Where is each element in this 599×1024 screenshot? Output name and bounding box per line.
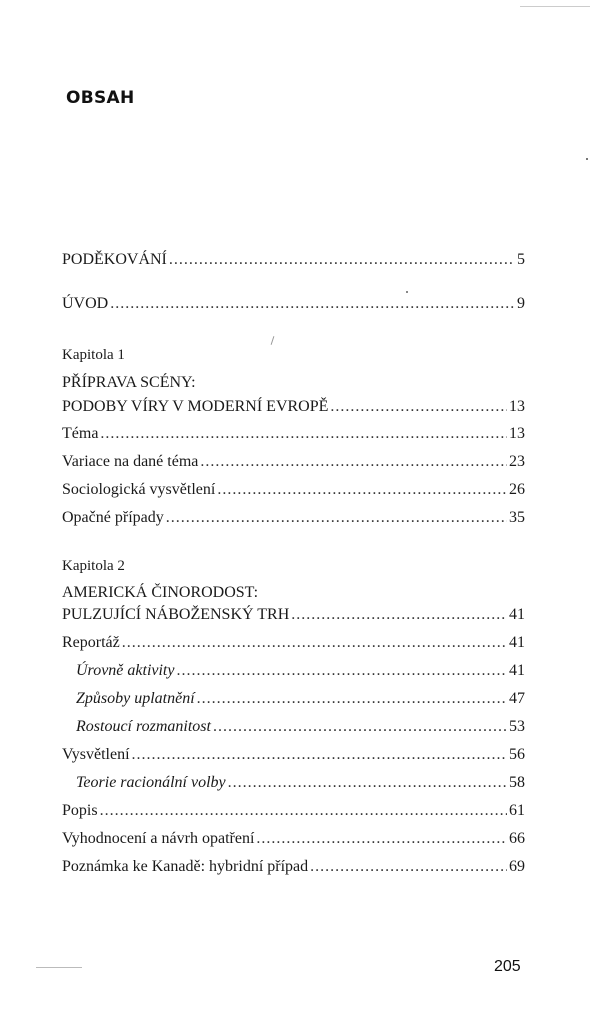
entry-page: 23: [509, 453, 525, 470]
entry-page: 69: [509, 858, 525, 875]
toc-entry: [62, 480, 525, 500]
leader-dots: [176, 661, 507, 681]
entry-title: Reportáž: [62, 634, 120, 651]
entry-title: Způsoby uplatnění: [76, 690, 195, 707]
leader-dots: [169, 250, 515, 270]
entry-title: Teorie racionální volby: [76, 774, 226, 791]
toc-subentry: [76, 773, 525, 793]
chapter-2-label: Kapitola 2: [62, 558, 125, 574]
leader-dots: [166, 508, 507, 528]
entry-title: Opačné případy: [62, 509, 164, 526]
entry-title: Vysvětlení: [62, 746, 130, 763]
entry-page: 9: [517, 295, 525, 312]
leader-dots: [122, 633, 507, 653]
toc-entry: [62, 397, 525, 417]
toc-entry-acknowledgements: [62, 250, 525, 270]
leader-dots: [110, 294, 515, 314]
leader-dots: [197, 689, 507, 709]
leader-dots: [100, 801, 507, 821]
entry-title: Téma: [62, 425, 99, 442]
toc-subentry: [76, 689, 525, 709]
entry-title: PODĚKOVÁNÍ: [62, 251, 167, 268]
entry-page: 41: [509, 634, 525, 651]
entry-title: Sociologická vysvětlení: [62, 481, 216, 498]
entry-page: 26: [509, 481, 525, 498]
leader-dots: [291, 605, 507, 625]
scan-speck: [586, 158, 588, 160]
leader-dots: [330, 397, 507, 417]
leader-dots: [200, 452, 507, 472]
scan-line: [36, 967, 82, 968]
chapter-1-label: Kapitola 1: [62, 347, 125, 363]
entry-page: 66: [509, 830, 525, 847]
entry-page: 41: [509, 662, 525, 679]
entry-title: Popis: [62, 802, 98, 819]
toc-entry: [62, 508, 525, 528]
entry-title: Vyhodnocení a návrh opatření: [62, 830, 255, 847]
leader-dots: [100, 424, 507, 444]
contents-heading: OBSAH: [66, 88, 135, 108]
toc-entry: [62, 605, 525, 625]
entry-page: 13: [509, 425, 525, 442]
scan-speck: [271, 336, 275, 345]
entry-page: 56: [509, 746, 525, 763]
entry-page: 47: [509, 690, 525, 707]
entry-page: 35: [509, 509, 525, 526]
scan-line: [520, 6, 590, 7]
toc-entry: [62, 424, 525, 444]
toc-entry: [62, 857, 525, 877]
leader-dots: [217, 480, 507, 500]
toc-entry: [62, 452, 525, 472]
entry-page: 41: [509, 606, 525, 623]
toc-entry-introduction: [62, 294, 525, 314]
chapter-1-title: PŘÍPRAVA SCÉNY:: [62, 374, 196, 391]
leader-dots: [310, 857, 507, 877]
leader-dots: [228, 773, 507, 793]
toc-entry: [62, 801, 525, 821]
toc-subentry: [76, 717, 525, 737]
leader-dots: [132, 745, 507, 765]
entry-title: Úrovně aktivity: [76, 662, 175, 679]
page-number: 205: [494, 958, 521, 975]
entry-page: 13: [509, 398, 525, 415]
entry-page: 61: [509, 802, 525, 819]
chapter-2-title: AMERICKÁ ČINORODOST:: [62, 584, 259, 601]
leader-dots: [213, 717, 507, 737]
entry-title: PULZUJÍCÍ NÁBOŽENSKÝ TRH: [62, 606, 290, 623]
entry-page: 53: [509, 718, 525, 735]
leader-dots: [256, 829, 507, 849]
entry-page: 5: [517, 251, 525, 268]
entry-title: PODOBY VÍRY V MODERNÍ EVROPĚ: [62, 398, 329, 415]
entry-title: Variace na dané téma: [62, 453, 199, 470]
entry-title: Poznámka ke Kanadě: hybridní případ: [62, 858, 309, 875]
toc-entry: [62, 633, 525, 653]
toc-entry: [62, 829, 525, 849]
entry-page: 58: [509, 774, 525, 791]
entry-title: Rostoucí rozmanitost: [76, 718, 211, 735]
toc-entry: [62, 745, 525, 765]
scan-speck: [406, 291, 408, 293]
entry-title: ÚVOD: [62, 295, 109, 312]
toc-subentry: [76, 661, 525, 681]
